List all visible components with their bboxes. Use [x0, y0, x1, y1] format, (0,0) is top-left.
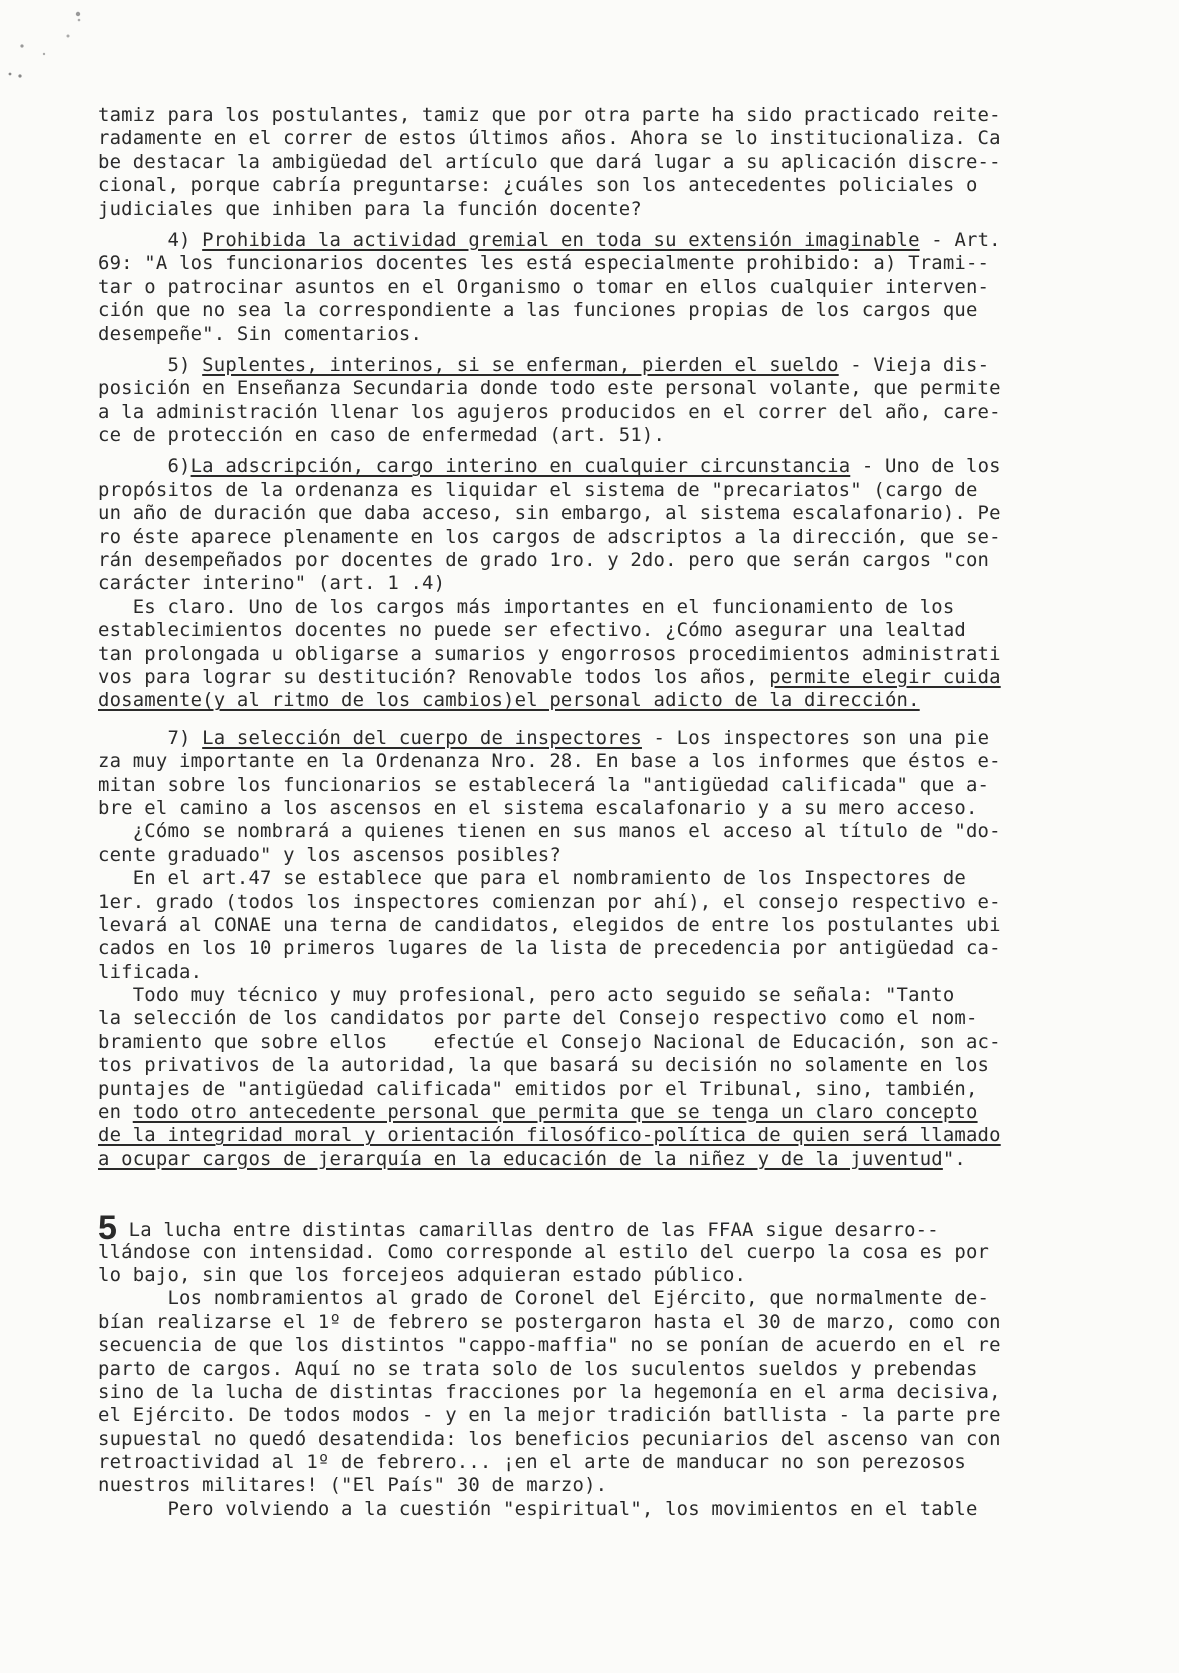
text-line: En el art.47 se establece que para el nombramiento de los Inspectores de — [98, 867, 966, 890]
text-line: Pero volviendo a la cuestión "espiritual", los movimientos en el table — [98, 1497, 978, 1520]
text-line: 1er. grado (todos los inspectores comienzan por ahí), el consejo respectivo e- — [98, 890, 1001, 913]
text-line: radamente en el correr de estos últimos años. Ahora se lo institucionaliza. Ca — [98, 127, 1001, 150]
text-line — [98, 666, 1118, 689]
item-7-heading-line — [98, 727, 1118, 750]
underlined-text: dosamente(y al ritmo de los cambios)el personal adicto de la dirección. — [98, 689, 920, 712]
underlined-text: a ocupar cargos de jerarquía en la educación de la niñez y de la juventud — [98, 1147, 943, 1170]
text-line: ¿Cómo se nombrará a quienes tienen en sus manos el acceso al título de "do- — [98, 820, 1001, 843]
section-5 — [98, 1209, 1118, 1521]
text-line: ce de protección en caso de enfermedad (art. 51). — [98, 424, 666, 447]
text-fragment: en — [98, 1101, 133, 1124]
text-line: lificada. — [98, 960, 203, 983]
section-5-first-line — [98, 1209, 1118, 1248]
text-line: bramiento que sobre ellos efectúe el Consejo Nacional de Educación, son ac- — [98, 1030, 1001, 1053]
text-line: tos privativos de la autoridad, la que basará su decisión no solamente en los — [98, 1054, 990, 1077]
item-5-heading: Suplentes, interinos, si se enferman, pierden el sueldo — [202, 353, 839, 376]
text-line: sino de la lucha de distintas fracciones por la hegemonía en el arma decisiva, — [98, 1380, 1001, 1403]
item-6-heading-line — [98, 455, 1118, 478]
text-line: carácter interino" (art. 1 .4) — [98, 572, 446, 595]
text-line: ro éste aparece plenamente en los cargos de adscriptos a la dirección, que se- — [98, 525, 1001, 548]
text-line — [98, 689, 1118, 712]
text-fragment: vos para lograr su destitución? Renovable todos los años, — [98, 665, 770, 688]
text-line: puntajes de "antigüedad calificada" emitidos por el Tribunal, sino, también, — [98, 1077, 978, 1100]
item-7 — [98, 727, 1118, 1171]
underlined-text: permite elegir cuida — [769, 665, 1001, 688]
underlined-text: todo otro antecedente personal que permita que se tenga un claro concepto — [132, 1101, 978, 1124]
text-fragment: La lucha entre distintas camarillas dentro de las FFAA sigue desarro-- — [117, 1219, 939, 1242]
text-line: tar o patrocinar asuntos en el Organismo o tomar en ellos cualquier interven- — [98, 275, 990, 298]
intro-paragraph — [98, 104, 1118, 221]
text-line: propósitos de la ordenanza es liquidar el sistema de "precariatos" (cargo de — [98, 478, 978, 501]
text-line: cional, porque cabría preguntarse: ¿cuáles son los antecedentes policiales o — [98, 174, 978, 197]
text-fragment: - Uno de los — [850, 455, 1001, 478]
text-line: levará al CONAE una terna de candidatos, elegidos de entre los postulantes ubi — [98, 913, 1001, 936]
text-line: supuestal no quedó desatendida: los beneficios pecuniarios del ascenso van con — [98, 1427, 1001, 1450]
text-line: nuestros militares! ("El País" 30 de marzo). — [98, 1474, 608, 1497]
text-line: 69: "A los funcionarios docentes les está especialmente prohibido: a) Trami-- — [98, 252, 990, 275]
text-line — [98, 1148, 1118, 1171]
text-line: el Ejército. De todos modos - y en la mejor tradición batllista - la parte pre — [98, 1404, 1001, 1427]
text-line: secuencia de que los distintos "cappo-maffia" no se ponían de acuerdo en el re — [98, 1334, 1001, 1357]
text-line: desempeñe". Sin comentarios. — [98, 322, 423, 345]
item-5 — [98, 354, 1118, 448]
text-line: mitan sobre los funcionarios se establecerá la "antigüedad calificada" que a- — [98, 773, 990, 796]
text-line: llándose con intensidad. Como corresponde al estilo del cuerpo la cosa es por — [98, 1240, 990, 1263]
item-4-heading-line — [98, 229, 1118, 252]
document-page — [98, 104, 1118, 1521]
text-line: posición en Enseñanza Secundaria donde todo este personal volante, que permite — [98, 377, 1001, 400]
item-4 — [98, 229, 1118, 346]
item-7-heading: La selección del cuerpo de inspectores — [202, 726, 642, 749]
text-line: la selección de los candidatos por parte del Consejo respectivo como el nom- — [98, 1007, 978, 1030]
text-line: judiciales que inhiben para la función docente? — [98, 197, 642, 220]
item-number: 6) — [98, 455, 191, 478]
text-line — [98, 1124, 1118, 1147]
text-line: bían realizarse el 1º de febrero se postergaron hasta el 30 de marzo, como con — [98, 1310, 1001, 1333]
text-fragment: - Los inspectores son una pie — [641, 726, 990, 749]
text-line: ción que no sea la correspondiente a las funciones propias de los cargos que — [98, 299, 978, 322]
text-line: cente graduado" y los ascensos posibles? — [98, 843, 561, 866]
text-line: Todo muy técnico y muy profesional, pero acto seguido se señala: "Tanto — [98, 984, 955, 1007]
text-line: un año de duración que daba acceso, sin embargo, al sistema escalafonario). Pe — [98, 502, 1001, 525]
text-line: cados en los 10 primeros lugares de la lista de precedencia por antigüedad ca- — [98, 937, 1001, 960]
underlined-text: de la integridad moral y orientación filosófico-política de quien será llamado — [98, 1124, 1001, 1147]
text-line: retroactividad al 1º de febrero... ¡en el arte de manducar no son perezosos — [98, 1451, 966, 1474]
text-fragment: - Vieja dis- — [838, 353, 990, 376]
text-line: tan prolongada u obligarse a sumarios y engorrosos procedimientos administrati — [98, 642, 1001, 665]
item-4-heading: Prohibida la actividad gremial en toda su extensión imaginable — [202, 228, 920, 251]
text-line — [98, 1101, 1118, 1124]
item-5-heading-line — [98, 354, 1118, 377]
item-6-heading: La adscripción, cargo interino en cualquier circunstancia — [190, 455, 851, 478]
section-number: 5 — [98, 1209, 118, 1248]
text-line: za muy importante en la Ordenanza Nro. 28. En base a los informes que éstos e- — [98, 750, 1001, 773]
text-line: Es claro. Uno de los cargos más importantes en el funcionamiento de los — [98, 595, 955, 618]
text-line: bre el camino a los ascensos en el sistema escalafonario y a su mero acceso. — [98, 796, 978, 819]
text-fragment: - Art. — [919, 228, 1001, 251]
item-number: 7) — [98, 726, 203, 749]
item-number: 5) — [98, 353, 203, 376]
text-line: Los nombramientos al grado de Coronel del Ejército, que normalmente de- — [98, 1287, 990, 1310]
text-line: establecimientos docentes no puede ser efectivo. ¿Cómo asegurar una lealtad — [98, 619, 966, 642]
paper-specks — [0, 0, 120, 100]
text-line: a la administración llenar los agujeros producidos en el correr del año, care- — [98, 400, 1001, 423]
item-number: 4) — [98, 228, 203, 251]
text-line: tamiz para los postulantes, tamiz que por otra parte ha sido practicado reite- — [98, 104, 1001, 126]
text-line: be destacar la ambigüedad del artículo que dará lugar a su aplicación discre-- — [98, 150, 1001, 173]
text-line: parto de cargos. Aquí no se trata solo de los suculentos sueldos y prebendas — [98, 1357, 978, 1380]
text-line: rán desempeñados por docentes de grado 1ro. y 2do. pero que serán cargos "con — [98, 549, 990, 572]
item-6 — [98, 455, 1118, 712]
text-line: lo bajo, sin que los forcejeos adquieran estado público. — [98, 1263, 747, 1286]
text-fragment: ". — [942, 1147, 966, 1170]
